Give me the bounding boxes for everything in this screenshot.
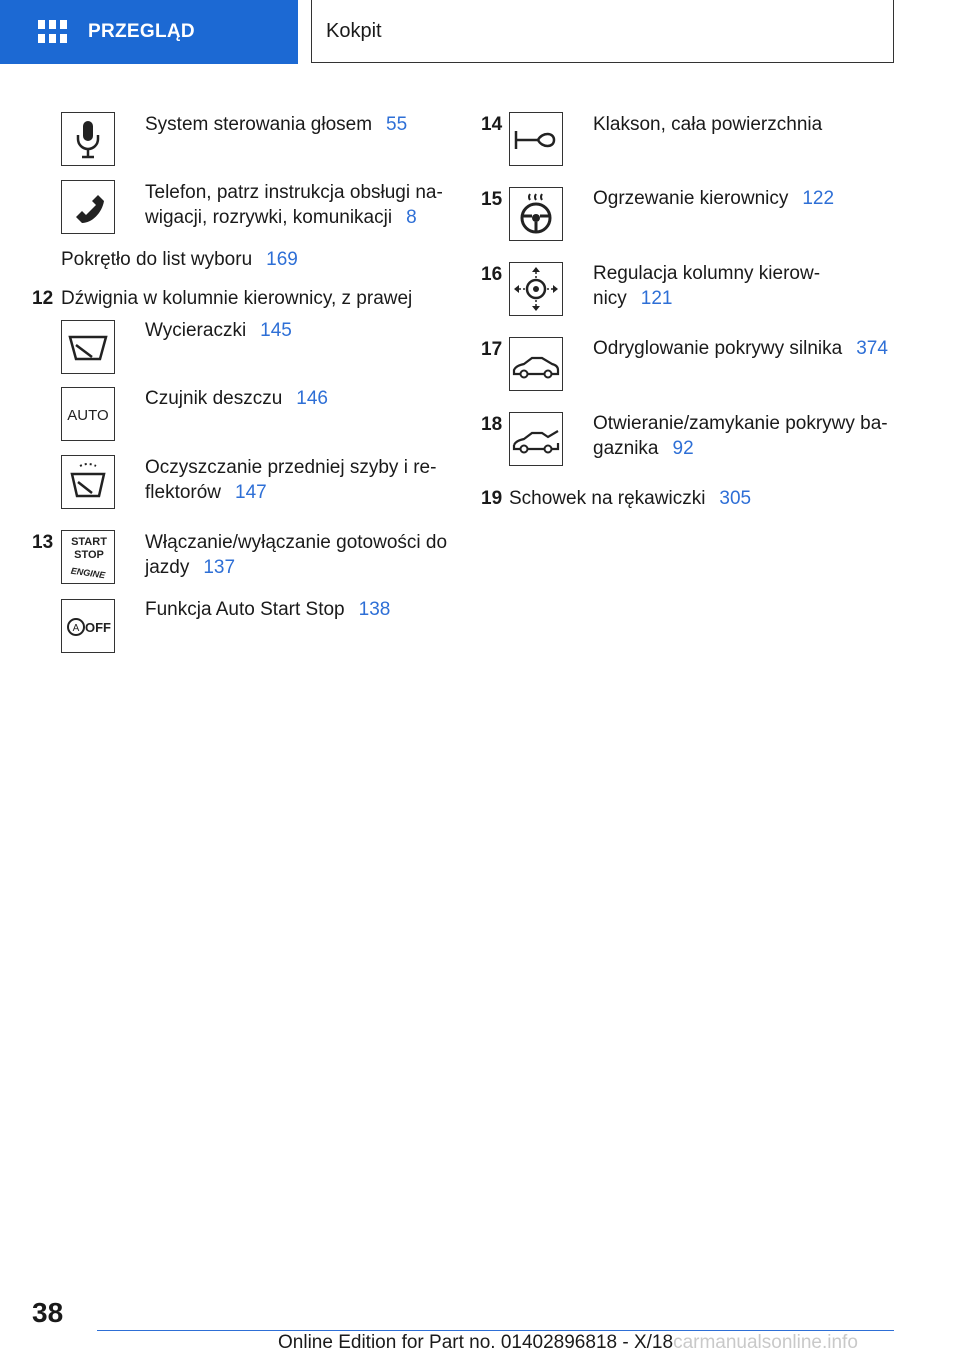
item-number: 18 (481, 414, 503, 435)
voice-microphone-icon (61, 112, 115, 166)
list-item: Odryglowanie pokrywy silnika 374 (593, 338, 888, 359)
list-item: Klakson, cała powierzchnia (593, 114, 823, 135)
page-ref-link[interactable]: 138 (358, 599, 391, 620)
auto-start-stop-off-icon (61, 599, 115, 653)
phone-handset-icon (61, 180, 115, 234)
page-ref-link[interactable]: 146 (296, 388, 328, 409)
page-ref-link[interactable]: 8 (406, 207, 417, 228)
steering-column-adjust-icon (509, 262, 563, 316)
list-item: Funkcja Auto Start Stop 138 (145, 599, 391, 620)
page-ref-link[interactable]: 92 (672, 438, 694, 459)
list-item: Pokrętło do list wyboru 169 (61, 249, 298, 270)
page-ref-link[interactable]: 55 (386, 114, 408, 135)
item-number: 12 (32, 288, 54, 309)
grid-icon (38, 20, 66, 44)
page-ref-link[interactable]: 374 (856, 338, 888, 359)
section-tab[interactable] (0, 0, 298, 64)
page-ref-link[interactable]: 305 (719, 488, 752, 509)
chapter-label: Kokpit (326, 19, 382, 42)
item-number: 17 (481, 339, 503, 360)
list-item: Otwieranie/zamykanie pokrywy ba- gaznika 92 (593, 413, 888, 459)
section-label: PRZEGLĄD (88, 21, 195, 42)
horn-icon (509, 112, 563, 166)
item-number: 13 (32, 532, 54, 553)
svg-text:STOP: STOP (74, 549, 104, 561)
rain-sensor-auto-icon (61, 387, 115, 441)
watermark: carmanualsonline.info (673, 1332, 858, 1353)
item-number: 19 (481, 488, 503, 509)
svg-text:A: A (72, 623, 80, 634)
hood-release-icon (509, 337, 563, 391)
footer-divider (97, 1330, 894, 1331)
item-number: 16 (481, 264, 503, 285)
page-ref-link[interactable]: 169 (266, 249, 298, 270)
trunk-open-icon (509, 412, 563, 466)
wiper-icon (61, 320, 115, 374)
chapter-header (311, 0, 894, 63)
svg-text:ENGINE: ENGINE (70, 565, 106, 581)
page-ref-link[interactable]: 147 (235, 482, 267, 503)
list-item: Telefon, patrz instrukcja obsługi na- wigacji, rozrywki, komunikacji 8 (145, 182, 443, 228)
page-ref-link[interactable]: 137 (203, 557, 236, 578)
list-item: Ogrzewanie kierownicy 122 (593, 188, 835, 209)
item-number: 14 (481, 114, 503, 135)
windscreen-washer-icon (61, 455, 115, 509)
svg-text:START: START (71, 536, 107, 548)
list-item: Wycieraczki 145 (145, 320, 292, 341)
list-item: Regulacja kolumny kierow- nicy 121 (593, 263, 821, 309)
list-item: Czujnik deszczu 146 (145, 388, 328, 409)
item-number: 15 (481, 189, 503, 210)
steering-wheel-heating-icon (509, 187, 563, 241)
list-item: Schowek na rękawiczki 305 (509, 488, 752, 509)
list-item: Dźwignia w kolumnie kierownicy, z prawej (61, 288, 413, 309)
page-ref-link[interactable]: 122 (802, 188, 835, 209)
footer-edition: Online Edition for Part no. 01402896818 - X/18carmanualsonline.info (278, 1332, 858, 1353)
page-number: 38 (32, 1297, 64, 1328)
list-item: Włączanie/wyłączanie gotowości do jazdy 137 (145, 532, 448, 578)
list-item: System sterowania głosem 55 (145, 114, 408, 135)
page-ref-link[interactable]: 145 (260, 320, 292, 341)
svg-text:OFF: OFF (85, 620, 111, 635)
page-ref-link[interactable]: 121 (640, 288, 673, 309)
start-stop-engine-icon (61, 530, 115, 584)
list-item: Oczyszczanie przedniej szyby i re- flektorów 147 (145, 457, 437, 503)
svg-text:AUTO: AUTO (67, 407, 109, 424)
